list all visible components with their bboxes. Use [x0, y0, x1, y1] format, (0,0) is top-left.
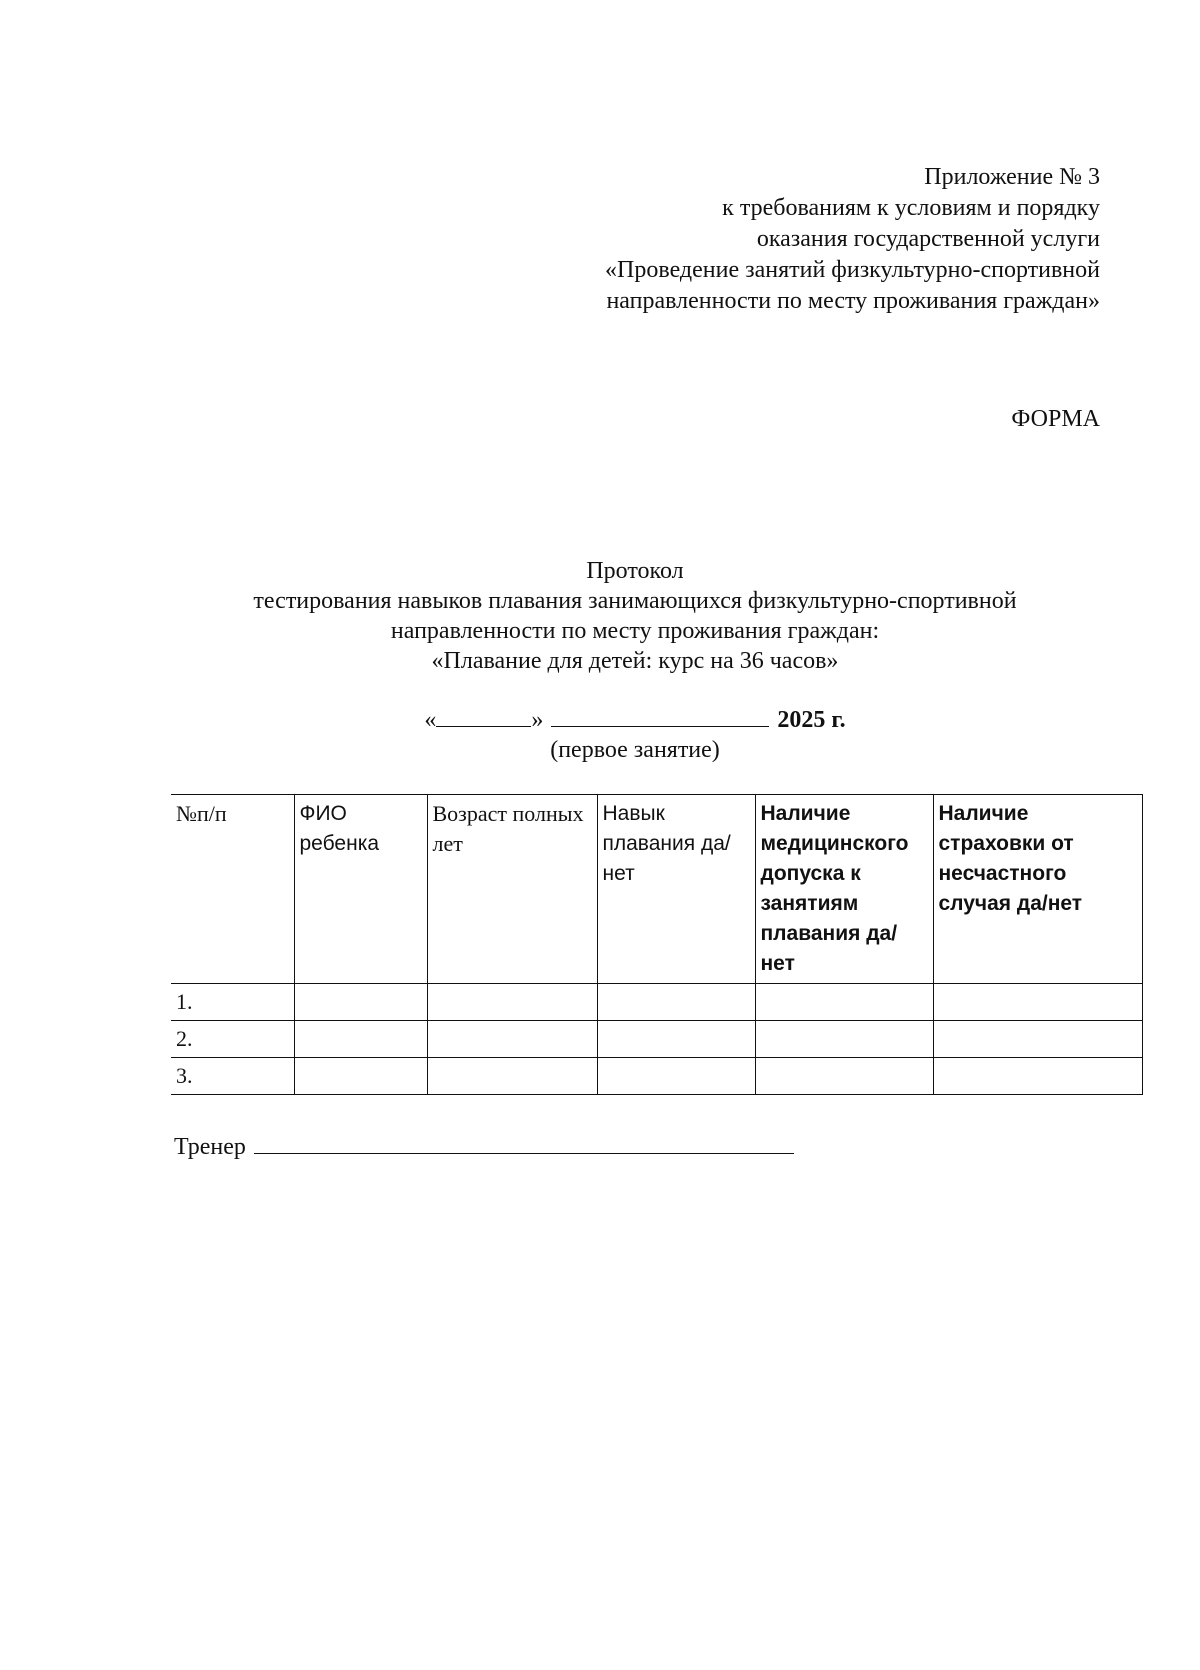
- appendix-header: [605, 162, 1100, 317]
- trainer-label: Тренер: [174, 1134, 246, 1160]
- row-number: 2.: [171, 1021, 294, 1058]
- protocol-course-name: «Плавание для детей: курс на 36 часов»: [431, 648, 839, 674]
- protocol-title: Протокол: [586, 558, 684, 584]
- date-year: 2025 г.: [777, 707, 846, 733]
- header-child-name: ФИО ребенка: [294, 795, 427, 984]
- cell-child-name[interactable]: [294, 1021, 427, 1058]
- protocol-table: [171, 794, 1143, 1095]
- cell-insurance[interactable]: [933, 984, 1142, 1021]
- cell-age[interactable]: [427, 984, 597, 1021]
- month-blank-field[interactable]: [551, 706, 769, 727]
- protocol-subtitle-line: тестирования навыков плавания занимающихся физкультурно-спортивной: [253, 588, 1017, 614]
- cell-medical-clearance[interactable]: [755, 984, 933, 1021]
- date-open-quote: «: [424, 707, 437, 733]
- row-number: 1.: [171, 984, 294, 1021]
- cell-child-name[interactable]: [294, 1058, 427, 1095]
- first-lesson-note: (первое занятие): [550, 737, 720, 763]
- header-insurance: Наличие страховки от несчастного случая да/нет: [933, 795, 1142, 984]
- appendix-line: к требованиям к условиям и порядку: [722, 195, 1100, 221]
- day-blank-field[interactable]: [436, 706, 531, 727]
- cell-age[interactable]: [427, 1021, 597, 1058]
- date-close-quote: »: [531, 707, 544, 733]
- table-row: [171, 1058, 1142, 1095]
- protocol-heading: [0, 556, 1200, 676]
- date-line: [0, 705, 1200, 735]
- cell-medical-clearance[interactable]: [755, 1021, 933, 1058]
- appendix-line: «Проведение занятий физкультурно-спортивной: [605, 257, 1100, 283]
- cell-swim-skill[interactable]: [597, 984, 755, 1021]
- row-number: 3.: [171, 1058, 294, 1095]
- cell-age[interactable]: [427, 1058, 597, 1095]
- cell-swim-skill[interactable]: [597, 1021, 755, 1058]
- form-label: ФОРМА: [1011, 406, 1100, 432]
- cell-swim-skill[interactable]: [597, 1058, 755, 1095]
- appendix-line: направленности по месту проживания граждан»: [606, 288, 1100, 314]
- cell-medical-clearance[interactable]: [755, 1058, 933, 1095]
- header-number: №п/п: [171, 795, 294, 984]
- table-row: [171, 1021, 1142, 1058]
- cell-child-name[interactable]: [294, 984, 427, 1021]
- protocol-subtitle-line: направленности по месту проживания граждан:: [390, 618, 880, 644]
- header-swim-skill: Навык плавания да/нет: [597, 795, 755, 984]
- table-row: [171, 984, 1142, 1021]
- appendix-line: оказания государственной услуги: [756, 226, 1100, 252]
- cell-insurance[interactable]: [933, 1058, 1142, 1095]
- trainer-signature-line: [174, 1131, 794, 1161]
- cell-insurance[interactable]: [933, 1021, 1142, 1058]
- header-age: Возраст полных лет: [427, 795, 597, 984]
- appendix-number: Приложение № 3: [924, 164, 1100, 190]
- table-header-row: [171, 795, 1142, 984]
- trainer-blank-field[interactable]: [254, 1131, 794, 1154]
- header-medical-clearance: Наличие медицинского допуска к занятиям плавания да/нет: [755, 795, 933, 984]
